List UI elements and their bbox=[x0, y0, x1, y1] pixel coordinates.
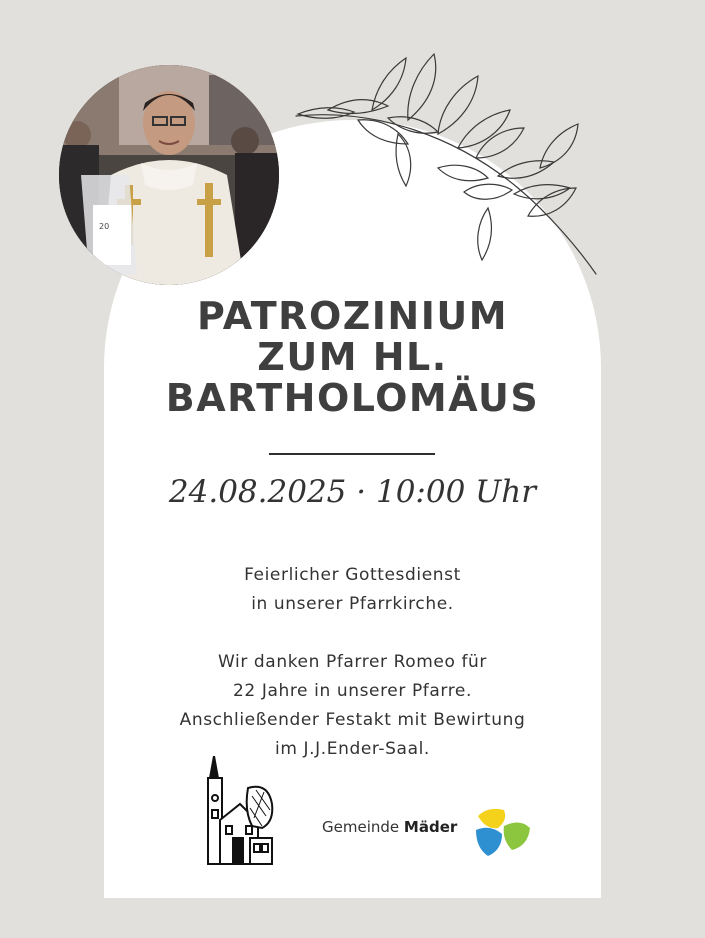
datetime-separator: · bbox=[356, 474, 367, 510]
svg-text:20: 20 bbox=[99, 222, 110, 231]
title-line-2: ZUM HL. bbox=[257, 335, 448, 379]
leaf-logo-icon bbox=[474, 806, 532, 860]
event-datetime bbox=[104, 474, 601, 510]
church-illustration bbox=[200, 756, 274, 866]
gemeinde-prefix: Gemeinde bbox=[322, 818, 400, 836]
description-line: Anschließender Festakt mit Bewirtung bbox=[179, 710, 526, 730]
event-date: 24.08.2025 bbox=[168, 474, 347, 510]
gemeinde-wordmark bbox=[322, 818, 457, 836]
description-line bbox=[104, 619, 601, 648]
description-line: Wir danken Pfarrer Romeo für bbox=[217, 652, 488, 672]
divider bbox=[269, 453, 435, 455]
gemeinde-logo bbox=[322, 806, 532, 858]
title-line-3: BARTHOLOMÄUS bbox=[165, 376, 540, 420]
description-line: in unserer Pfarrkirche. bbox=[251, 594, 454, 614]
gemeinde-name: Mäder bbox=[403, 818, 458, 836]
event-title bbox=[104, 296, 601, 419]
description-line: 22 Jahre in unserer Pfarre. bbox=[233, 681, 472, 701]
description-line: Feierlicher Gottesdienst bbox=[244, 565, 461, 585]
event-time: 10:00 Uhr bbox=[375, 474, 537, 510]
priest-portrait-photo bbox=[59, 65, 279, 285]
event-description bbox=[104, 561, 601, 764]
title-line-1: PATROZINIUM bbox=[196, 294, 509, 338]
olive-branch-illustration bbox=[288, 48, 600, 276]
description-line: im J.J.Ender-Saal. bbox=[275, 739, 430, 759]
